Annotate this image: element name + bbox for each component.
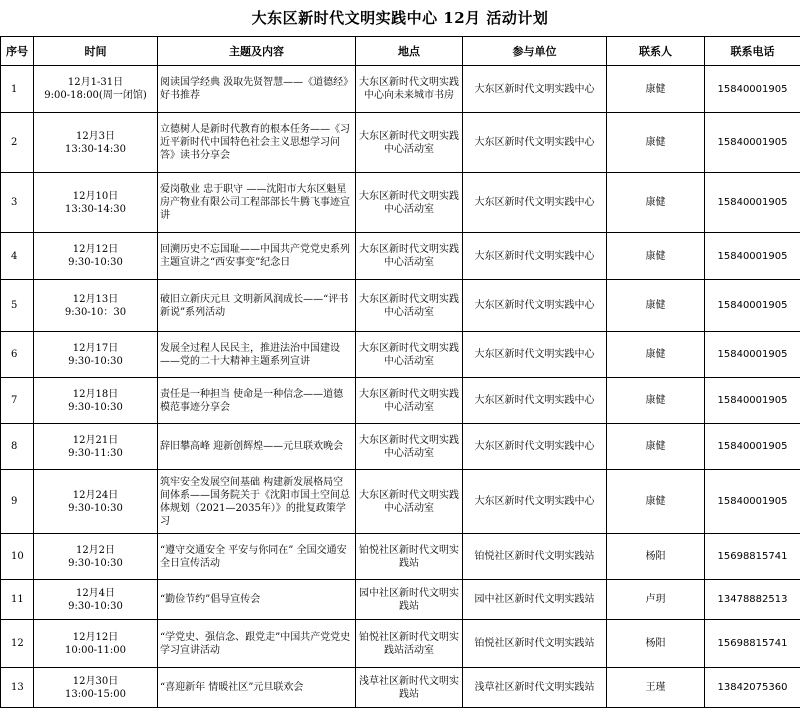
cell-no <box>1 378 34 424</box>
cell-time-text: 9:30-10:30 <box>36 355 155 368</box>
cell-contact <box>607 668 705 708</box>
cell-contact-text: 杨阳 <box>609 550 702 563</box>
cell-time-text: 12月24日 <box>36 489 155 502</box>
cell-no <box>1 668 34 708</box>
page-title: 大东区新时代文明实践中心 12月 活动计划 <box>0 0 800 36</box>
cell-no-text: 4 <box>11 250 31 263</box>
cell-unit <box>463 424 607 470</box>
header-contact: 联系人 <box>607 37 705 66</box>
cell-unit <box>463 580 607 620</box>
cell-no <box>1 580 34 620</box>
cell-time-text: 9:30-10:30 <box>36 600 155 613</box>
cell-place <box>356 470 463 534</box>
table-header-row <box>1 37 800 66</box>
cell-unit-text: 铂悦社区新时代文明实践站 <box>465 637 604 650</box>
cell-phone-text: 13842075360 <box>707 681 798 694</box>
cell-time-text: 9:30-10:30 <box>36 557 155 570</box>
header-time: 时间 <box>34 37 158 66</box>
cell-contact <box>607 620 705 668</box>
cell-time <box>34 332 158 378</box>
cell-no-text: 11 <box>11 593 31 606</box>
cell-contact <box>607 378 705 424</box>
cell-contact-text: 康健 <box>609 495 702 508</box>
cell-place-text: 园中社区新时代文明实践站 <box>358 587 460 613</box>
cell-phone <box>705 580 800 620</box>
cell-no-text: 8 <box>11 440 31 453</box>
cell-topic <box>158 280 356 332</box>
activity-table <box>0 36 800 708</box>
header-no: 序号 <box>1 37 34 66</box>
cell-unit-text: 浅草社区新时代文明实践站 <box>465 681 604 694</box>
cell-topic <box>158 620 356 668</box>
table-row <box>1 113 800 173</box>
cell-no <box>1 66 34 113</box>
cell-contact <box>607 332 705 378</box>
cell-no-text: 1 <box>11 83 31 96</box>
cell-time <box>34 424 158 470</box>
cell-place <box>356 668 463 708</box>
cell-no-text: 6 <box>11 348 31 361</box>
cell-topic-text: “学党史、强信念、跟党走”中国共产党党史学习宣讲活动 <box>160 631 353 657</box>
cell-place-text: 大东区新时代文明实践中心活动室 <box>358 388 460 414</box>
cell-time-text: 12月12日 <box>36 243 155 256</box>
cell-time-text: 9:30-11:30 <box>36 447 155 460</box>
cell-no <box>1 424 34 470</box>
cell-contact-text: 卢玥 <box>609 593 702 606</box>
cell-place-text: 大东区新时代文明实践中心活动室 <box>358 130 460 156</box>
cell-place-text: 铂悦社区新时代文明实践站活动室 <box>358 631 460 657</box>
cell-phone <box>705 470 800 534</box>
cell-contact-text: 康健 <box>609 394 702 407</box>
cell-unit <box>463 534 607 580</box>
cell-place-text: 大东区新时代文明实践中心活动室 <box>358 342 460 368</box>
cell-place <box>356 280 463 332</box>
header-unit: 参与单位 <box>463 37 607 66</box>
cell-no-text: 3 <box>11 196 31 209</box>
cell-unit <box>463 233 607 280</box>
cell-topic <box>158 580 356 620</box>
cell-time-text: 9:00-18:00(周一闭馆) <box>36 89 155 102</box>
cell-unit-text: 大东区新时代文明实践中心 <box>465 83 604 96</box>
cell-phone-text: 15840001905 <box>707 196 798 209</box>
cell-phone-text: 15840001905 <box>707 348 798 361</box>
cell-time <box>34 113 158 173</box>
cell-unit <box>463 332 607 378</box>
cell-unit <box>463 668 607 708</box>
table-row <box>1 534 800 580</box>
cell-contact <box>607 173 705 233</box>
cell-topic <box>158 173 356 233</box>
cell-time <box>34 534 158 580</box>
cell-contact <box>607 113 705 173</box>
cell-topic-text: 回溯历史不忘国耻——中国共产党党史系列主题宣讲之“西安事变”纪念日 <box>160 243 353 269</box>
cell-contact <box>607 580 705 620</box>
cell-time <box>34 66 158 113</box>
cell-place <box>356 66 463 113</box>
cell-time-text: 13:00-15:00 <box>36 688 155 701</box>
cell-no-text: 5 <box>11 299 31 312</box>
table-row <box>1 620 800 668</box>
cell-unit-text: 大东区新时代文明实践中心 <box>465 440 604 453</box>
cell-topic <box>158 668 356 708</box>
cell-time <box>34 668 158 708</box>
cell-place <box>356 233 463 280</box>
cell-phone <box>705 668 800 708</box>
cell-topic <box>158 378 356 424</box>
cell-unit-text: 大东区新时代文明实践中心 <box>465 348 604 361</box>
cell-place <box>356 580 463 620</box>
cell-time <box>34 233 158 280</box>
cell-topic <box>158 470 356 534</box>
cell-place <box>356 378 463 424</box>
cell-unit-text: 大东区新时代文明实践中心 <box>465 495 604 508</box>
cell-topic <box>158 332 356 378</box>
table-row <box>1 66 800 113</box>
cell-time-text: 12月3日 <box>36 130 155 143</box>
table-row <box>1 470 800 534</box>
cell-time <box>34 280 158 332</box>
table-row <box>1 173 800 233</box>
cell-place <box>356 424 463 470</box>
cell-contact-text: 王瑾 <box>609 681 702 694</box>
cell-place-text: 浅草社区新时代文明实践站 <box>358 675 460 701</box>
cell-no-text: 13 <box>11 681 31 694</box>
cell-topic-text: “喜迎新年 情暖社区”元旦联欢会 <box>160 681 353 694</box>
cell-time-text: 13:30-14:30 <box>36 203 155 216</box>
cell-place-text: 大东区新时代文明实践中心活动室 <box>358 293 460 319</box>
cell-contact <box>607 424 705 470</box>
table-row <box>1 378 800 424</box>
cell-unit <box>463 173 607 233</box>
cell-phone <box>705 113 800 173</box>
cell-no-text: 12 <box>11 637 31 650</box>
cell-topic <box>158 534 356 580</box>
cell-no <box>1 173 34 233</box>
cell-topic-text: 责任是一种担当 使命是一种信念——道德模范事迹分享会 <box>160 388 353 414</box>
cell-time-text: 9:30-10:30 <box>36 256 155 269</box>
cell-time-text: 12月4日 <box>36 587 155 600</box>
cell-unit-text: 大东区新时代文明实践中心 <box>465 299 604 312</box>
cell-contact-text: 康健 <box>609 83 702 96</box>
cell-no-text: 9 <box>11 495 31 508</box>
cell-no-text: 10 <box>11 550 31 563</box>
cell-contact-text: 康健 <box>609 196 702 209</box>
cell-no <box>1 332 34 378</box>
cell-time <box>34 470 158 534</box>
cell-phone <box>705 620 800 668</box>
cell-topic-text: 破旧立新庆元旦 文明新风润成长——“评书新说”系列活动 <box>160 293 353 319</box>
cell-phone-text: 15840001905 <box>707 136 798 149</box>
cell-unit <box>463 113 607 173</box>
cell-contact <box>607 470 705 534</box>
cell-place <box>356 534 463 580</box>
cell-place <box>356 332 463 378</box>
cell-unit-text: 大东区新时代文明实践中心 <box>465 196 604 209</box>
cell-time-text: 12月2日 <box>36 544 155 557</box>
cell-phone-text: 13478882513 <box>707 593 798 606</box>
cell-no <box>1 620 34 668</box>
cell-contact <box>607 66 705 113</box>
cell-place-text: 大东区新时代文明实践中心活动室 <box>358 434 460 460</box>
cell-time-text: 9:30-10：30 <box>36 306 155 319</box>
cell-unit <box>463 66 607 113</box>
header-place: 地点 <box>356 37 463 66</box>
cell-phone <box>705 332 800 378</box>
cell-unit-text: 园中社区新时代文明实践站 <box>465 593 604 606</box>
cell-phone <box>705 173 800 233</box>
cell-time <box>34 378 158 424</box>
cell-contact-text: 杨阳 <box>609 637 702 650</box>
cell-contact-text: 康健 <box>609 440 702 453</box>
table-row <box>1 668 800 708</box>
header-topic: 主题及内容 <box>158 37 356 66</box>
cell-unit <box>463 378 607 424</box>
cell-place <box>356 173 463 233</box>
cell-phone-text: 15840001905 <box>707 495 798 508</box>
cell-phone-text: 15840001905 <box>707 394 798 407</box>
cell-topic-text: 筑牢安全发展空间基础 构建新发展格局空间体系——国务院关于《沈阳市国土空间总体规划（2021—2035年）》的批复政策学习 <box>160 476 353 528</box>
cell-time-text: 12月1-31日 <box>36 76 155 89</box>
cell-no <box>1 113 34 173</box>
cell-unit-text: 大东区新时代文明实践中心 <box>465 136 604 149</box>
cell-phone <box>705 534 800 580</box>
cell-place-text: 大东区新时代文明实践中心活动室 <box>358 190 460 216</box>
cell-place <box>356 620 463 668</box>
table-row <box>1 424 800 470</box>
table-row <box>1 280 800 332</box>
cell-topic-text: “遵守交通安全 平安与你同在” 全国交通安全日宣传活动 <box>160 544 353 570</box>
cell-phone <box>705 233 800 280</box>
cell-no <box>1 233 34 280</box>
cell-contact <box>607 280 705 332</box>
cell-unit-text: 大东区新时代文明实践中心 <box>465 250 604 263</box>
cell-phone-text: 15840001905 <box>707 250 798 263</box>
cell-no <box>1 470 34 534</box>
cell-no <box>1 534 34 580</box>
cell-contact-text: 康健 <box>609 136 702 149</box>
table-row <box>1 332 800 378</box>
cell-time-text: 12月12日 <box>36 631 155 644</box>
cell-phone-text: 15698815741 <box>707 637 798 650</box>
cell-topic-text: 发展全过程人民民主，推进法治中国建设——党的二十大精神主题系列宣讲 <box>160 342 353 368</box>
cell-contact-text: 康健 <box>609 299 702 312</box>
cell-phone-text: 15840001905 <box>707 440 798 453</box>
table-row <box>1 233 800 280</box>
cell-topic-text: 爱岗敬业 忠于职守 ——沈阳市大东区魁星房产物业有限公司工程部部长牛腾飞事迹宣讲 <box>160 183 353 222</box>
cell-phone <box>705 280 800 332</box>
cell-topic-text: 阅读国学经典 汲取先贤智慧——《道德经》好书推荐 <box>160 76 353 102</box>
cell-place <box>356 113 463 173</box>
cell-topic <box>158 66 356 113</box>
cell-topic <box>158 233 356 280</box>
cell-topic-text: 辞旧攀高峰 迎新创辉煌——元旦联欢晚会 <box>160 440 353 453</box>
cell-no-text: 2 <box>11 136 31 149</box>
cell-topic-text: 立德树人是新时代教育的根本任务——《习近平新时代中国特色社会主义思想学习问答》读书分享会 <box>160 123 353 162</box>
cell-time-text: 12月17日 <box>36 342 155 355</box>
cell-time-text: 12月21日 <box>36 434 155 447</box>
cell-contact-text: 康健 <box>609 348 702 361</box>
cell-time-text: 12月13日 <box>36 293 155 306</box>
cell-unit-text: 大东区新时代文明实践中心 <box>465 394 604 407</box>
cell-unit <box>463 470 607 534</box>
header-phone: 联系电话 <box>705 37 800 66</box>
cell-phone-text: 15840001905 <box>707 299 798 312</box>
cell-time-text: 13:30-14:30 <box>36 143 155 156</box>
cell-contact-text: 康健 <box>609 250 702 263</box>
table-row <box>1 580 800 620</box>
cell-topic-text: “勤俭节约”倡导宣传会 <box>160 593 353 606</box>
cell-place-text: 铂悦社区新时代文明实践站 <box>358 544 460 570</box>
cell-contact <box>607 534 705 580</box>
cell-time <box>34 620 158 668</box>
cell-time-text: 12月10日 <box>36 190 155 203</box>
cell-time-text: 12月30日 <box>36 675 155 688</box>
cell-time <box>34 173 158 233</box>
cell-time-text: 10:00-11:00 <box>36 644 155 657</box>
cell-place-text: 大东区新时代文明实践中心活动室 <box>358 489 460 515</box>
cell-unit <box>463 620 607 668</box>
cell-phone <box>705 424 800 470</box>
cell-no-text: 7 <box>11 394 31 407</box>
cell-topic <box>158 113 356 173</box>
cell-phone-text: 15840001905 <box>707 83 798 96</box>
cell-unit-text: 铂悦社区新时代文明实践站 <box>465 550 604 563</box>
cell-time-text: 9:30-10:30 <box>36 502 155 515</box>
cell-unit <box>463 280 607 332</box>
cell-phone <box>705 378 800 424</box>
cell-time-text: 9:30-10:30 <box>36 401 155 414</box>
cell-no <box>1 280 34 332</box>
cell-topic <box>158 424 356 470</box>
cell-contact <box>607 233 705 280</box>
cell-time-text: 12月18日 <box>36 388 155 401</box>
cell-place-text: 大东区新时代文明实践中心向未来城市书房 <box>358 76 460 102</box>
cell-phone <box>705 66 800 113</box>
cell-phone-text: 15698815741 <box>707 550 798 563</box>
cell-place-text: 大东区新时代文明实践中心活动室 <box>358 243 460 269</box>
cell-time <box>34 580 158 620</box>
